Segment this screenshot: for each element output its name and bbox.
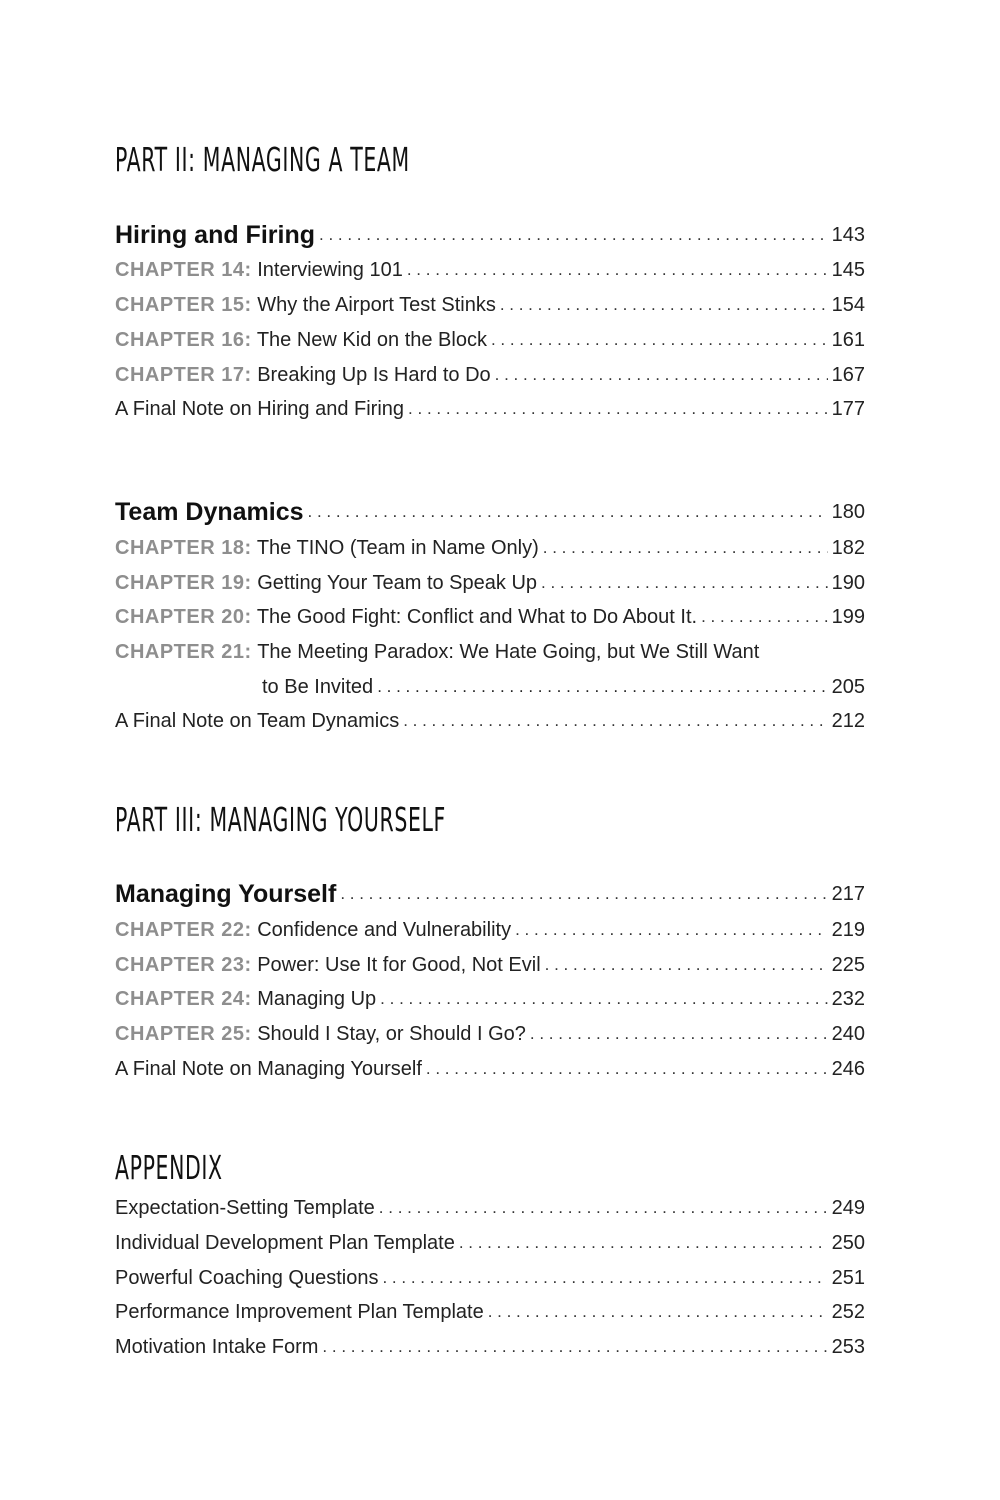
- leader-dots: [379, 1197, 828, 1219]
- section-title: Managing Yourself: [115, 879, 337, 908]
- leader-dots: [515, 919, 828, 941]
- page-number: 232: [831, 987, 865, 1010]
- leader-dots: [488, 1301, 828, 1323]
- appendix-item[interactable]: [115, 1226, 865, 1260]
- toc-row-chapter-15[interactable]: [115, 288, 865, 322]
- chapter-title: Confidence and Vulnerability: [257, 918, 512, 941]
- page-number: 205: [831, 675, 865, 698]
- leader-dots: [340, 883, 827, 905]
- chapter-title: Breaking Up Is Hard to Do: [257, 363, 491, 386]
- toc-row-chapter-20[interactable]: [115, 600, 865, 634]
- leader-dots: [408, 398, 828, 420]
- leader-dots: [701, 606, 828, 628]
- chapter-title: Managing Up: [257, 987, 377, 1010]
- chapter-title-continued: to Be Invited: [262, 675, 374, 698]
- chapter-title: Should I Stay, or Should I Go?: [257, 1022, 526, 1045]
- entry-title: Performance Improvement Plan Template: [115, 1300, 484, 1323]
- chapter-title: The TINO (Team in Name Only): [256, 536, 539, 559]
- leader-dots: [500, 294, 828, 316]
- chapter-prefix: CHAPTER 17:: [115, 363, 252, 386]
- part-2-heading: PART II: MANAGING A TEAM: [115, 140, 410, 179]
- page-number: 154: [831, 293, 865, 316]
- page-number: 190: [831, 571, 865, 594]
- page-number: 167: [831, 363, 865, 386]
- page-number: 225: [831, 953, 865, 976]
- appendix-item[interactable]: [115, 1261, 865, 1295]
- toc-row-chapter-18[interactable]: [115, 531, 865, 565]
- leader-dots: [403, 710, 827, 732]
- chapter-title: The New Kid on the Block: [256, 328, 487, 351]
- entry-title: Motivation Intake Form: [115, 1335, 319, 1358]
- toc-row-chapter-19[interactable]: [115, 566, 865, 600]
- page-number: 252: [831, 1300, 865, 1323]
- chapter-prefix: CHAPTER 20:: [115, 605, 252, 628]
- page-number: 249: [831, 1196, 865, 1219]
- leader-dots: [407, 259, 828, 281]
- page-number: 145: [831, 258, 865, 281]
- page-number: 250: [831, 1231, 865, 1254]
- chapter-prefix: CHAPTER 19:: [115, 571, 252, 594]
- section-team-dynamics[interactable]: [115, 495, 865, 529]
- page-number: 251: [831, 1266, 865, 1289]
- section-managing-yourself[interactable]: [115, 877, 865, 911]
- appendix-item[interactable]: [115, 1295, 865, 1329]
- section-title: Hiring and Firing: [115, 220, 315, 249]
- leader-dots: [491, 329, 828, 351]
- page-number: 253: [831, 1335, 865, 1358]
- part-3-heading: PART III: MANAGING YOURSELF: [115, 800, 446, 839]
- toc-row-chapter-17[interactable]: [115, 358, 865, 392]
- page-number: 182: [831, 536, 865, 559]
- chapter-title: Power: Use It for Good, Not Evil: [257, 953, 541, 976]
- entry-title: Expectation-Setting Template: [115, 1196, 375, 1219]
- leader-dots: [322, 1336, 827, 1358]
- chapter-prefix: CHAPTER 23:: [115, 953, 252, 976]
- leader-dots: [459, 1232, 828, 1254]
- chapter-prefix: CHAPTER 24:: [115, 987, 252, 1010]
- entry-title: A Final Note on Hiring and Firing: [115, 397, 405, 420]
- chapter-prefix: CHAPTER 16:: [115, 328, 252, 351]
- entry-title: Powerful Coaching Questions: [115, 1266, 379, 1289]
- toc-row-chapter-24[interactable]: [115, 982, 865, 1016]
- leader-dots: [541, 572, 828, 594]
- leader-dots: [426, 1058, 828, 1080]
- appendix-heading: APPENDIX: [115, 1148, 223, 1187]
- toc-row-chapter-22[interactable]: [115, 913, 865, 947]
- leader-dots: [495, 364, 828, 386]
- toc-row-chapter-25[interactable]: [115, 1017, 865, 1051]
- chapter-title: The Meeting Paradox: We Hate Going, but We Still Want: [257, 640, 760, 663]
- section-hiring-and-firing[interactable]: [115, 218, 865, 252]
- toc-row-chapter-23[interactable]: [115, 948, 865, 982]
- leader-dots: [380, 988, 827, 1010]
- entry-title: A Final Note on Managing Yourself: [115, 1057, 422, 1080]
- chapter-prefix: CHAPTER 18:: [115, 536, 252, 559]
- page-number: 180: [831, 500, 865, 523]
- section-title: Team Dynamics: [115, 497, 304, 526]
- page-number: 240: [831, 1022, 865, 1045]
- chapter-title: The Good Fight: Conflict and What to Do About It.: [256, 605, 698, 628]
- chapter-title: Getting Your Team to Speak Up: [257, 571, 538, 594]
- leader-dots: [308, 501, 828, 523]
- leader-dots: [377, 676, 827, 698]
- toc-row-final-note-dynamics[interactable]: [115, 704, 865, 738]
- chapter-prefix: CHAPTER 15:: [115, 293, 252, 316]
- page-number: 161: [831, 328, 865, 351]
- page-number: 177: [831, 397, 865, 420]
- chapter-prefix: CHAPTER 14:: [115, 258, 252, 281]
- page-number: 246: [831, 1057, 865, 1080]
- page-number: 212: [831, 709, 865, 732]
- leader-dots: [530, 1023, 828, 1045]
- chapter-title: Why the Airport Test Stinks: [257, 293, 496, 316]
- page-number: 143: [831, 223, 865, 246]
- chapter-title: Interviewing 101: [257, 258, 403, 281]
- toc-row-final-note-yourself[interactable]: [115, 1052, 865, 1086]
- page-number: 219: [831, 918, 865, 941]
- chapter-prefix: CHAPTER 25:: [115, 1022, 252, 1045]
- leader-dots: [545, 954, 828, 976]
- page-number: 199: [831, 605, 865, 628]
- chapter-prefix: CHAPTER 21:: [115, 640, 252, 663]
- page-number: 217: [831, 882, 865, 905]
- toc-row-chapter-16[interactable]: [115, 323, 865, 357]
- entry-title: A Final Note on Team Dynamics: [115, 709, 400, 732]
- leader-dots: [543, 537, 828, 559]
- appendix-item[interactable]: [115, 1330, 865, 1364]
- appendix-item[interactable]: [115, 1191, 865, 1225]
- toc-row-chapter-21-continued[interactable]: [262, 670, 865, 704]
- toc-row-chapter-14[interactable]: [115, 253, 865, 287]
- toc-row-final-note-hiring[interactable]: [115, 392, 865, 426]
- leader-dots: [382, 1267, 827, 1289]
- chapter-prefix: CHAPTER 22:: [115, 918, 252, 941]
- entry-title: Individual Development Plan Template: [115, 1231, 455, 1254]
- toc-row-chapter-21[interactable]: [115, 635, 865, 669]
- leader-dots: [319, 224, 828, 246]
